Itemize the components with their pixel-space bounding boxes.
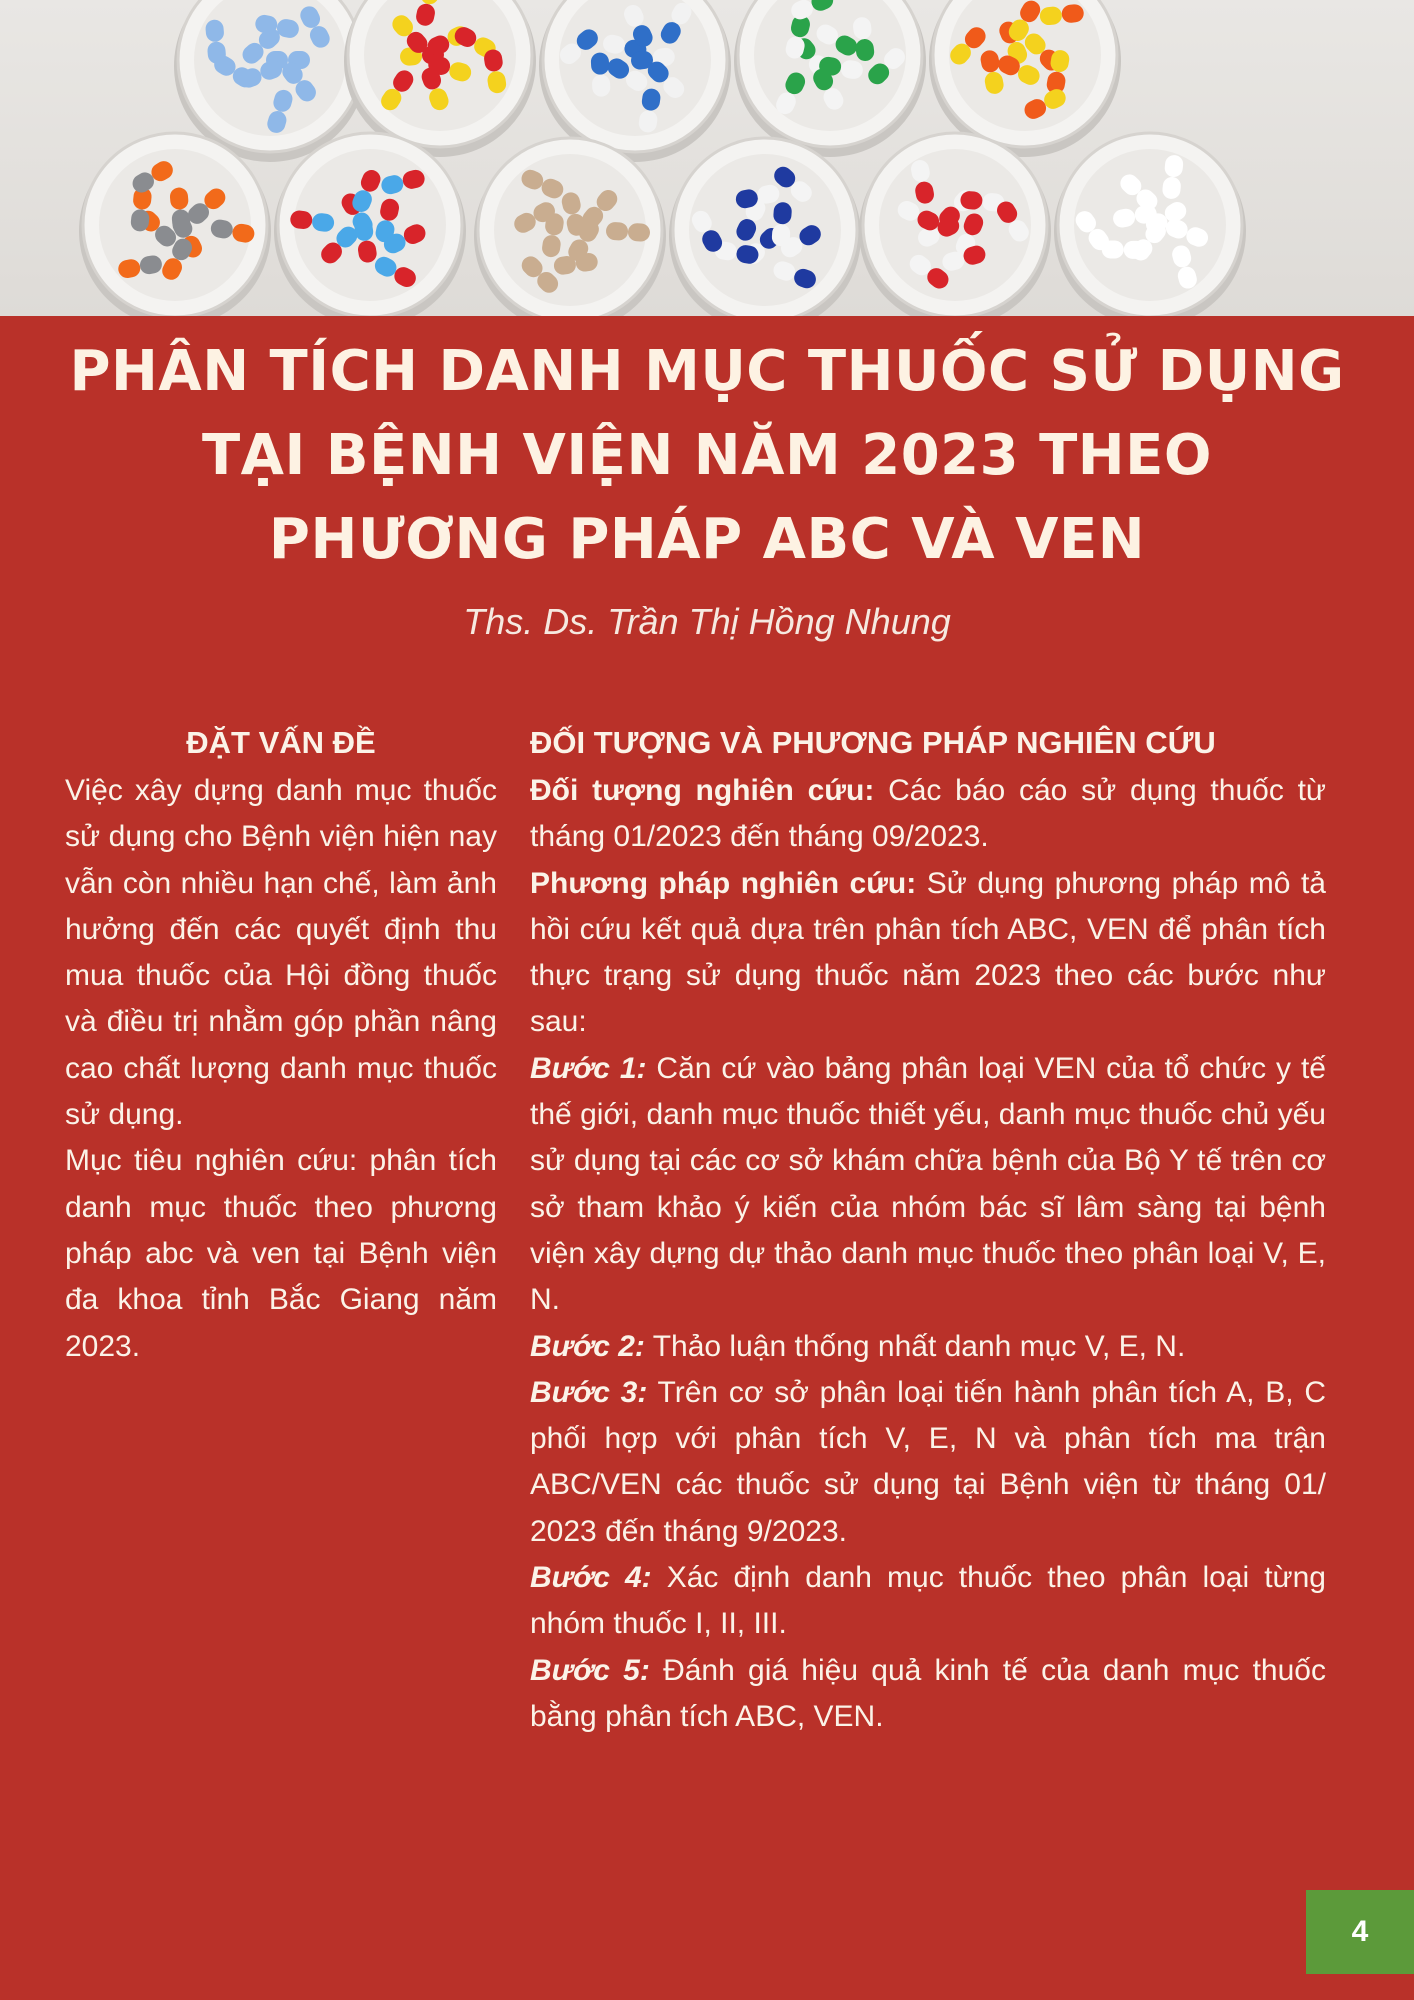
page-number: 4 bbox=[1306, 1890, 1414, 1974]
step-1 bbox=[530, 1046, 1326, 1324]
step-text: Căn cứ vào bảng phân loại VEN của tổ chức y tế thế giới, danh mục thuốc thiết yếu, danh mục thuốc chủ yếu sử dụng tại các cơ sở khám chữa bệnh của Bộ Y tế trên cơ sở tham khảo ý kiến của nhóm bác sĩ lâm sàng tại bệnh viện xây dựng dự thảo danh mục thuốc theo phân loại V, E, N. bbox=[530, 1051, 1326, 1317]
paragraph: Mục tiêu nghiên cứu: phân tích danh mục thuốc theo phương pháp abc và ven tại Bệnh viện đa khoa tỉnh Bắc Giang năm 2023. bbox=[65, 1144, 497, 1363]
pill-cup bbox=[274, 133, 466, 316]
step-2 bbox=[530, 1324, 1326, 1370]
method-label: Phương pháp nghiên cứu: bbox=[530, 866, 917, 900]
subject-label: Đối tượng nghiên cứu: bbox=[530, 774, 875, 807]
step-text: Xác định danh mục thuốc theo phân loại từng nhóm thuốc I, II, III. bbox=[530, 1561, 1326, 1641]
pill-cup bbox=[669, 138, 861, 316]
pill-cup bbox=[734, 0, 926, 157]
title-line: PHƯƠNG PHÁP ABC VÀ VEN bbox=[268, 507, 1146, 572]
subject-text: Các báo cáo sử dụng thuốc từ tháng 01/2023 đến tháng 09/2023. bbox=[530, 774, 1326, 854]
step-4 bbox=[530, 1555, 1326, 1648]
article-title bbox=[60, 330, 1354, 582]
paragraph-method bbox=[530, 861, 1326, 1046]
paragraph-subject bbox=[530, 768, 1326, 861]
pill-cups-photo bbox=[0, 0, 1414, 316]
step-label: Bước 5: bbox=[530, 1653, 650, 1687]
step-text: Đánh giá hiệu quả kinh tế của danh mục thuốc bằng phân tích ABC, VEN. bbox=[530, 1653, 1326, 1733]
step-label: Bước 4: bbox=[530, 1561, 652, 1595]
right-column bbox=[530, 718, 1326, 1740]
step-3 bbox=[530, 1370, 1326, 1555]
section-heading-problem: ĐẶT VẤN ĐỀ bbox=[186, 725, 376, 760]
pill-cup bbox=[1054, 133, 1246, 316]
step-label: Bước 1: bbox=[530, 1051, 647, 1085]
step-5 bbox=[530, 1648, 1326, 1741]
title-line: PHÂN TÍCH DANH MỤC THUỐC SỬ DỤNG bbox=[69, 339, 1345, 404]
pill-cup bbox=[79, 133, 271, 316]
hero-image bbox=[0, 0, 1414, 316]
step-label: Bước 3: bbox=[530, 1375, 648, 1409]
pill-cup bbox=[474, 138, 666, 316]
author-name: Ths. Ds. Trần Thị Hồng Nhung bbox=[463, 601, 951, 642]
step-text: Thảo luận thống nhất danh mục V, E, N. bbox=[644, 1329, 1186, 1363]
pill-cup bbox=[859, 133, 1051, 316]
method-text: Sử dụng phương pháp mô tả hồi cứu kết quả dựa trên phân tích ABC, VEN để phân tích thực trạng sử dụng thuốc năm 2023 theo các bước như sau: bbox=[530, 866, 1326, 1039]
section-heading-methods: ĐỐI TƯỢNG VÀ PHƯƠNG PHÁP NGHIÊN CỨU bbox=[530, 725, 1216, 760]
left-column bbox=[65, 718, 497, 1370]
step-text: Trên cơ sở phân loại tiến hành phân tích A, B, C phối hợp với phân tích V, E, N và phân tích ma trận ABC/VEN các thuốc sử dụng tại Bệnh viện từ tháng 01/ 2023 đến tháng 9/2023. bbox=[530, 1375, 1326, 1548]
title-line: TẠI BỆNH VIỆN NĂM 2023 THEO bbox=[201, 423, 1213, 488]
paragraph: Việc xây dựng danh mục thuốc sử dụng cho Bệnh viện hiện nay vẫn còn nhiều hạn chế, làm ảnh hưởng đến các quyết định thu mua thuốc của Hội đồng thuốc và điều trị nhằm góp phần nâng cao chất lượng danh mục thuốc sử dụng. bbox=[65, 774, 497, 1132]
step-label: Bước 2: bbox=[530, 1329, 645, 1363]
